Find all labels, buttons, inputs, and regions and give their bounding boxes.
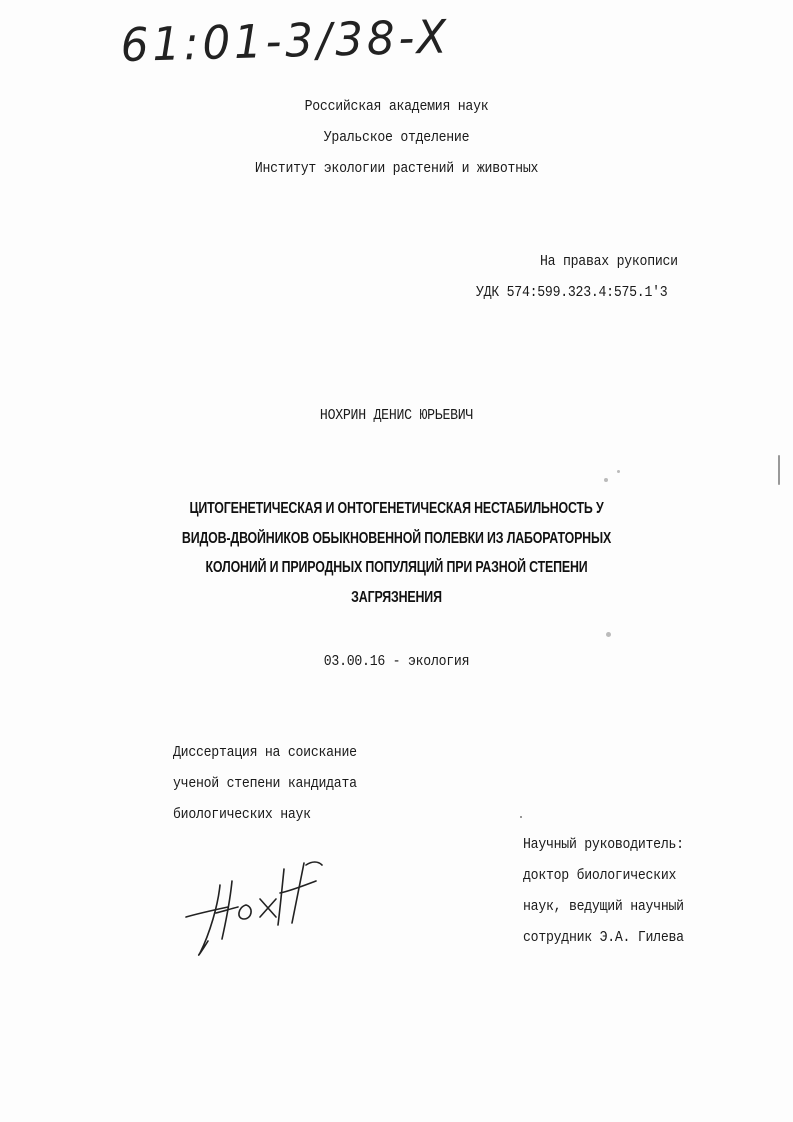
archive-number: 61:01-3/38-X — [120, 9, 451, 72]
supervisor-line-3: наук, ведущий научный — [523, 898, 684, 915]
scan-speck — [520, 816, 522, 818]
institute-name: Институт экологии растений и животных — [254, 160, 539, 177]
scan-speck — [604, 478, 608, 482]
udk-code: УДК 574:599.323.4:575.1'3 — [476, 284, 668, 301]
dissertation-line-3: биологических наук — [173, 806, 311, 823]
scan-speck — [617, 470, 620, 473]
title-line-4: ЗАГРЯЗНЕНИЯ — [351, 589, 442, 606]
scan-edge-mark — [778, 455, 780, 485]
supervisor-line-1: Научный руководитель: — [523, 836, 684, 853]
title-line-1: ЦИТОГЕНЕТИЧЕСКАЯ И ОНТОГЕНЕТИЧЕСКАЯ НЕСТАБИЛЬНОСТЬ У — [189, 500, 604, 517]
dissertation-line-2: ученой степени кандидата — [173, 775, 357, 792]
academy-name: Российская академия наук — [304, 98, 489, 115]
specialty-code: 03.00.16 - экология — [323, 653, 470, 670]
handwritten-signature — [180, 855, 340, 965]
title-line-3: КОЛОНИЙ И ПРИРОДНЫХ ПОПУЛЯЦИЙ ПРИ РАЗНОЙ СТЕПЕНИ — [205, 559, 588, 576]
manuscript-rights: На правах рукописи — [540, 253, 678, 270]
branch-name: Уральское отделение — [323, 129, 470, 146]
supervisor-line-2: доктор биологических — [523, 867, 677, 884]
dissertation-line-1: Диссертация на соискание — [173, 744, 357, 761]
scan-speck — [606, 632, 611, 637]
title-line-2: ВИДОВ-ДВОЙНИКОВ ОБЫКНОВЕННОЙ ПОЛЕВКИ ИЗ ЛАБОРАТОРНЫХ — [181, 530, 612, 547]
author-name: НОХРИН ДЕНИС ЮРЬЕВИЧ — [319, 407, 474, 424]
supervisor-line-4: сотрудник Э.А. Гилева — [523, 929, 684, 946]
